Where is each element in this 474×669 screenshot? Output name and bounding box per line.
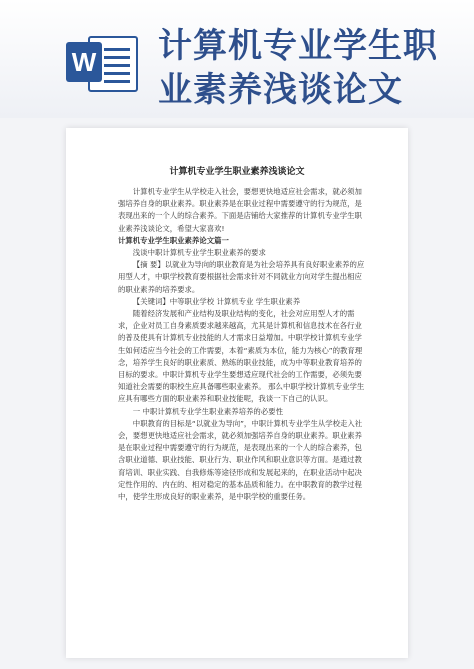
document-page: [66, 128, 408, 658]
header-banner: [0, 0, 474, 118]
article-title: 浅谈中职计算机专业学生职业素养的要求: [132, 248, 266, 258]
word-icon: [62, 32, 138, 92]
paragraph-intro: 计算机专业学生从学校走入社会，要想更快地适应社会需求，就必须加强培养自身的职业素养。职业素养是在职业过程中需要遵守的行为规范，是表现出来的一个人的综合素养。下面是店铺给大家推荐的计算机专业学生职业素养浅谈论文，希望大家喜欢!: [118, 187, 362, 233]
section-title: 计算机专业学生职业素养论文篇一: [118, 235, 229, 245]
banner-title: [158, 24, 458, 112]
paragraph-keywords: 【关键词】中等职业学校 计算机专业 学生职业素养: [132, 296, 301, 306]
paragraph-abstract: 【摘 要】以就业为导向的职业教育是为社会培养具有良好职业素养的应用型人才，中职学校教育要根据社会需求针对不同就业方向对学生提出相应的职业素养的培养要求。: [118, 260, 365, 294]
subheading-necessity: 一 中职计算机专业学生职业素养培养的必要性: [132, 406, 283, 416]
paragraph-body-2: 中职教育的目标是“以就业为导向”，中职计算机专业学生从学校走入社会，要想更快地适应社会需求，就必须加强培养自身的职业素养。职业素养是在职业过程中需要遵守的行为规范，是表现出来的一个人的综合素养，包含职业道德、职业技能、职业行为、职业作风和职业意识等方面。是通过教育培训、职业实践、自我修炼等途径形成和发展起来的，在职业活动中起决定性作用的、内在的、相对稳定的基本品质和能力。在中职教育的教学过程中，使学生形成良好的职业素养，是中职学校的重要任务。: [118, 418, 363, 502]
paragraph-body-1: 随着经济发展和产业结构及职业结构的变化，社会对应用型人才的需求，企业对员工自身素质要求越来越高，尤其是计算机和信息技术在各行业的普及使具有计算机专业技能的人才需求日益增加。中职学校计算机专业学生如何适应当今社会的工作需要，本着“素质为本位，能力为核心”的教育理念，培养学生良好的职业素质、熟练的职业技能，成为中等职业教育培养的目标的要求。中职计算机专业学生要想适应现代社会的工作需要，必须先要知道社会需要的职校生应具备哪些职业素养。 那么中职学校计算机专业学生应具有哪些方面的职业素养和职业技能呢，我谈一下自己的认识。: [118, 309, 365, 404]
banner-title-line-1: 计算机专业学生职: [158, 26, 438, 66]
document-heading: 计算机专业学生职业素养浅谈论文: [169, 167, 305, 177]
word-letter-tile: W: [66, 42, 102, 82]
banner-title-line-2: 业素养浅谈论文: [158, 70, 403, 110]
document-body: [118, 186, 366, 503]
